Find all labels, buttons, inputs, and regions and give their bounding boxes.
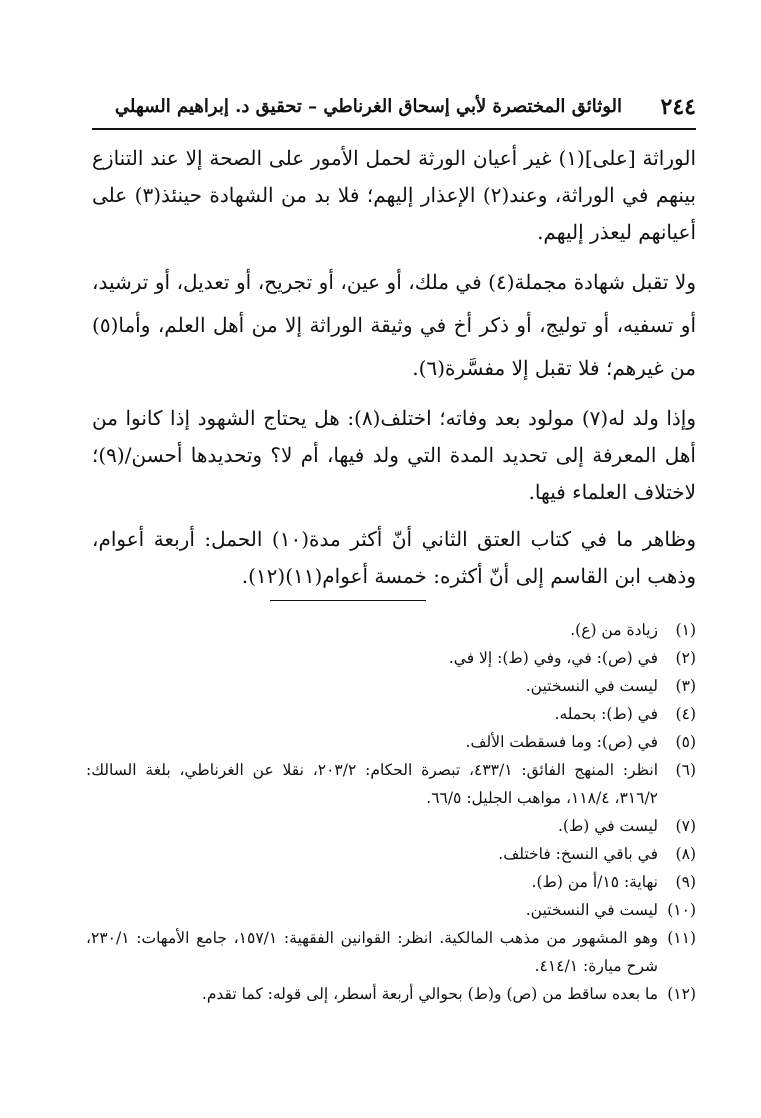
page-number: ٢٤٤ — [660, 94, 696, 120]
footnote-text: في (ص): في، وفي (ط): إلا في. — [448, 649, 658, 667]
footnote-number: (١٠) — [667, 901, 696, 919]
paragraph: ولا تقبل شهادة مجملة(٤) في ملك، أو عين، أو تجريح، أو تعديل، أو ترشيد، أو تسفيه، أو توليج، أو ذكر أخ في وثيقة الوراثة إلا من أهل العلم، وأما(٥) من غيرهم؛ فلا تقبل إلا مفسَّرة(٦). — [92, 270, 696, 380]
footnote-text: في (ص): وما فسقطت الألف. — [465, 733, 658, 751]
footnote — [86, 980, 696, 1008]
footnote-text: ليست في النسختين. — [525, 901, 658, 919]
footnote-number: (٢) — [675, 649, 696, 667]
paragraph: الوراثة [على](١) غير أعيان الورثة لحمل الأمور على الصحة إلا عند التنازع بينهم في الوراثة، وعند(٢) الإعذار إليهم؛ فلا بد من الشهادة حينئذ(٣) على أعيانهم ليعذر إليهم. — [92, 146, 696, 244]
footnote-separator — [270, 600, 426, 601]
footnote — [86, 616, 696, 644]
paragraph: وظاهر ما في كتاب العتق الثاني أنّ أكثر مدة(١٠) الحمل: أربعة أعوام، وذهب ابن القاسم إلى أنّ أكثره: خمسة أعوام(١١)(١٢). — [92, 527, 696, 588]
footnote-number: (٣) — [675, 677, 696, 695]
footnotes — [86, 616, 696, 1008]
footnote-text: زيادة من (ع). — [570, 621, 658, 639]
footnote — [86, 756, 696, 812]
footnote-number: (١١) — [667, 929, 696, 947]
running-title: الوثائق المختصرة لأبي إسحاق الغرناطي – تحقيق د. إبراهيم السهلي — [114, 96, 622, 117]
footnote-text: في باقي النسخ: فاختلف. — [498, 845, 658, 863]
footnote-number: (٩) — [675, 873, 696, 891]
footnote — [86, 700, 696, 728]
footnote-number: (٥) — [675, 733, 696, 751]
footnote — [86, 840, 696, 868]
footnote-text: ما بعده ساقط من (ص) و(ط) بحوالي أربعة أسطر، إلى قوله: كما تقدم. — [201, 985, 658, 1003]
footnote-number: (١٢) — [667, 985, 696, 1003]
footnote-number: (٧) — [675, 817, 696, 835]
footnote-number: (٤) — [675, 705, 696, 723]
footnote — [86, 672, 696, 700]
main-text — [92, 140, 696, 605]
footnote-number: (٨) — [675, 845, 696, 863]
footnote — [86, 728, 696, 756]
page-header — [92, 88, 696, 128]
footnote-text: ليست في (ط). — [558, 817, 658, 835]
footnote — [86, 896, 696, 924]
footnote — [86, 868, 696, 896]
footnote-text: انظر: المنهج الفائق: ٤٣٣/١، تبصرة الحكام: ٢٠٣/٢، نقلا عن الغرناطي، بلغة السالك: ٣١٦/٢، ١١٨/٤، مواهب الجليل: ٦٦/٥. — [86, 761, 659, 807]
paragraph: وإذا ولد له(٧) مولود بعد وفاته؛ اختلف(٨): هل يحتاج الشهود إذا كانوا من أهل المعرفة إلى تحديد المدة التي ولد فيها، أم لا؟ وتحديدها أحسن/(٩)؛ لاختلاف العلماء فيها. — [92, 406, 696, 504]
header-rule — [92, 128, 696, 130]
footnote — [86, 812, 696, 840]
footnote-number: (١) — [675, 621, 696, 639]
footnote-number: (٦) — [675, 761, 696, 779]
footnote — [86, 644, 696, 672]
footnote-text: نهاية: ١٥/أ من (ط). — [531, 873, 658, 891]
footnote-text: في (ط): بحمله. — [554, 705, 658, 723]
footnote — [86, 924, 696, 980]
footnote-text: ليست في النسختين. — [525, 677, 658, 695]
footnote-text: وهو المشهور من مذهب المالكية. انظر: القوانين الفقهية: ١٥٧/١، جامع الأمهات: ٢٣٠/١، شرح ميارة: ٤١٤/١. — [86, 929, 658, 975]
